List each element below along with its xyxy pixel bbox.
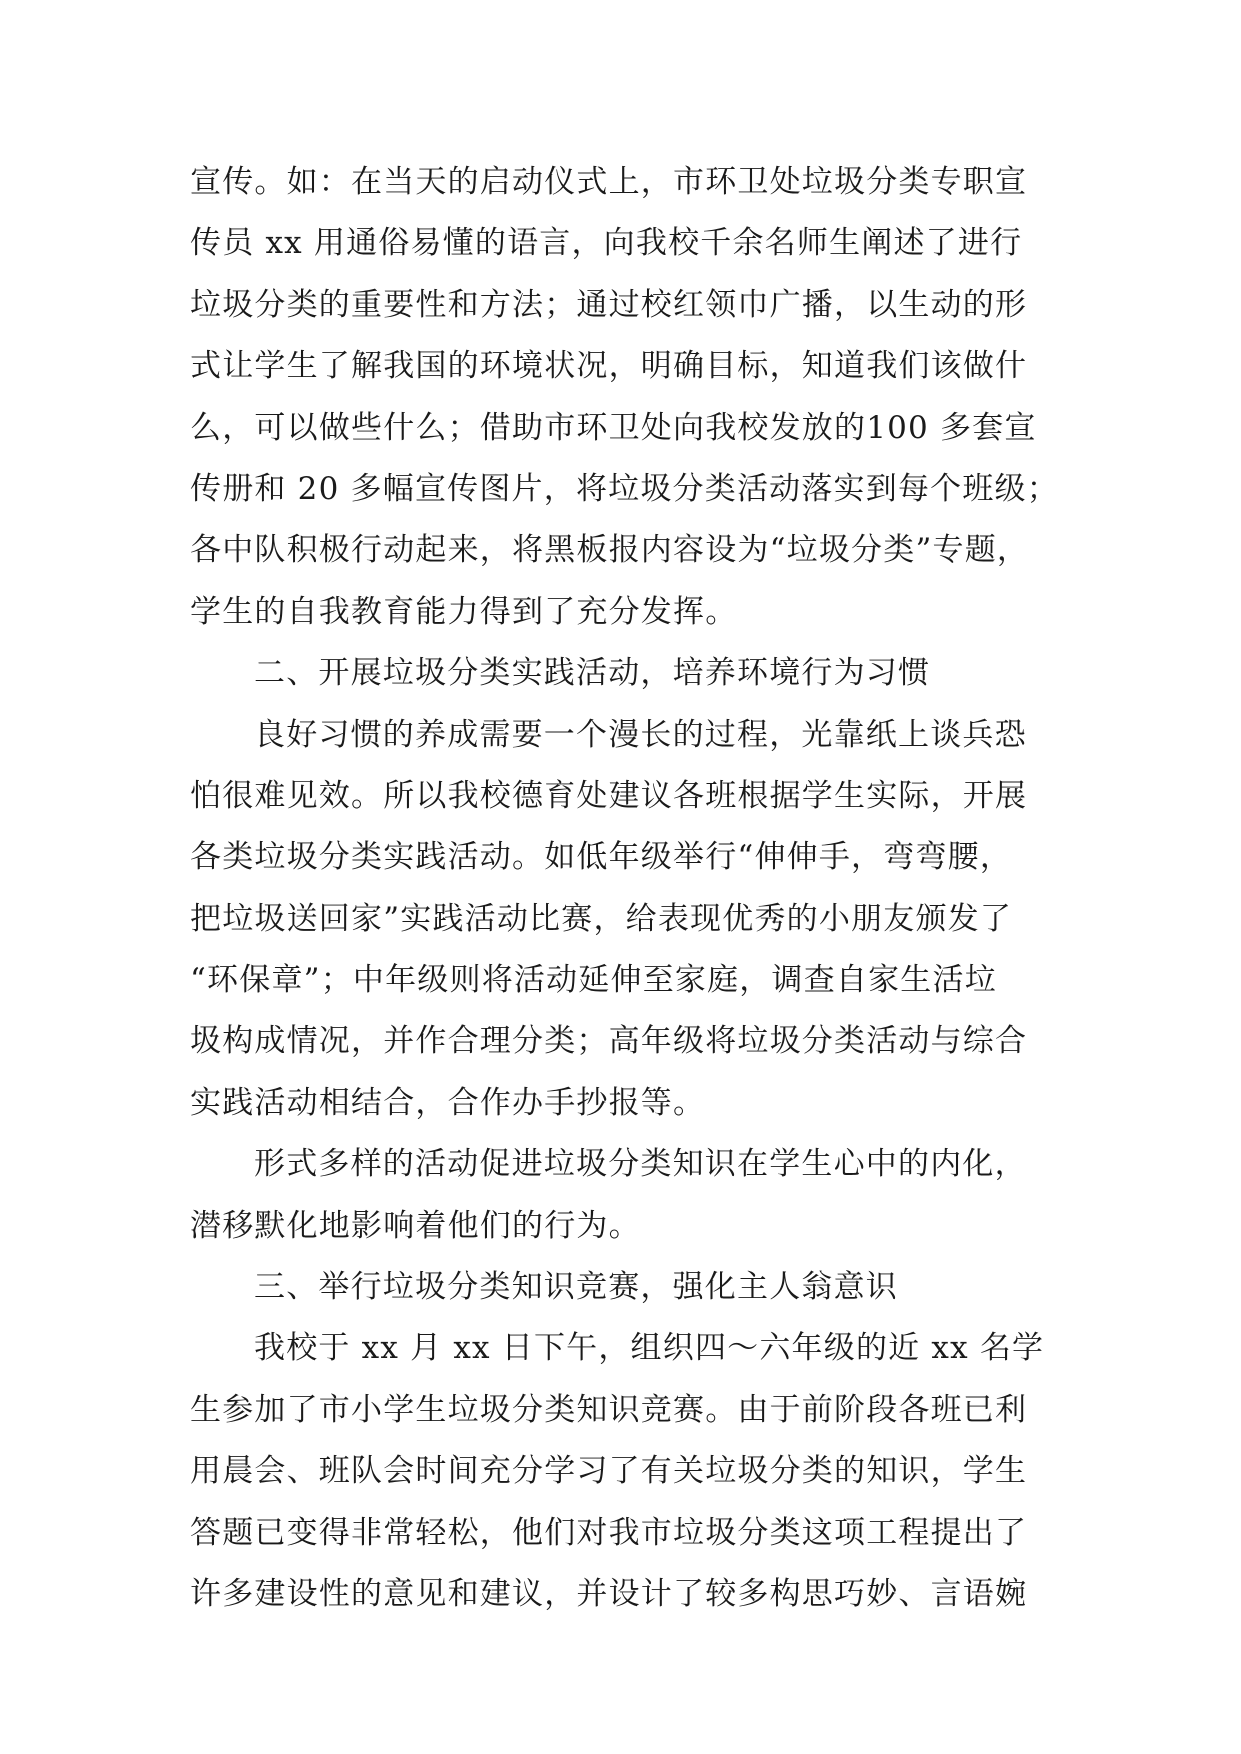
text-line: 垃圾分类的重要性和方法；通过校红领巾广播，以生动的形 <box>190 286 1028 323</box>
text-line: 许多建设性的意见和建议，并设计了较多构思巧妙、言语婉 <box>190 1575 1028 1612</box>
paragraph-start-line: 形式多样的活动促进垃圾分类知识在学生心中的内化， <box>254 1146 1027 1183</box>
text-line: 生参加了市小学生垃圾分类知识竞赛。由于前阶段各班已利 <box>190 1391 1028 1428</box>
paragraph-start-line: 良好习惯的养成需要一个漫长的过程，光靠纸上谈兵恐 <box>254 716 1027 753</box>
section-heading: 三、举行垃圾分类知识竞赛，强化主人翁意识 <box>254 1269 898 1306</box>
text-line: 传册和 20 多幅宣传图片，将垃圾分类活动落实到每个班级； <box>190 470 1059 507</box>
text-line: 各中队积极行动起来，将黑板报内容设为“垃圾分类”专题， <box>190 532 1030 569</box>
document-body <box>190 152 1059 1625</box>
text-line: 把垃圾送回家”实践活动比赛，给表现优秀的小朋友颁发了 <box>190 900 1013 937</box>
text-line: 圾构成情况，并作合理分类；高年级将垃圾分类活动与综合 <box>190 1023 1028 1060</box>
text-line: 潜移默化地影响着他们的行为。 <box>190 1207 641 1244</box>
text-line: 传员 xx 用通俗易懂的语言，向我校千余名师生阐述了进行 <box>190 225 1023 262</box>
section-heading: 二、开展垃圾分类实践活动，培养环境行为习惯 <box>254 655 931 692</box>
text-line: 答题已变得非常轻松，他们对我市垃圾分类这项工程提出了 <box>190 1514 1028 1551</box>
text-line: “环保章”；中年级则将活动延伸至家庭，调查自家生活垃 <box>190 962 997 999</box>
text-line: 式让学生了解我国的环境状况，明确目标，知道我们该做什 <box>190 348 1028 385</box>
text-line: 学生的自我教育能力得到了充分发挥。 <box>190 593 738 630</box>
paragraph-start-line: 我校于 xx 月 xx 日下午，组织四～六年级的近 xx 名学 <box>254 1330 1045 1367</box>
text-line: 怕很难见效。所以我校德育处建议各班根据学生实际，开展 <box>190 777 1028 814</box>
text-line: 用晨会、班队会时间充分学习了有关垃圾分类的知识，学生 <box>190 1453 1028 1490</box>
text-line: 宣传。如：在当天的启动仪式上，市环卫处垃圾分类专职宣 <box>190 164 1028 200</box>
text-line: 么，可以做些什么；借助市环卫处向我校发放的100 多套宣 <box>190 409 1037 446</box>
text-line: 实践活动相结合，合作办手抄报等。 <box>190 1084 706 1121</box>
text-line: 各类垃圾分类实践活动。如低年级举行“伸伸手，弯弯腰， <box>190 839 1013 876</box>
